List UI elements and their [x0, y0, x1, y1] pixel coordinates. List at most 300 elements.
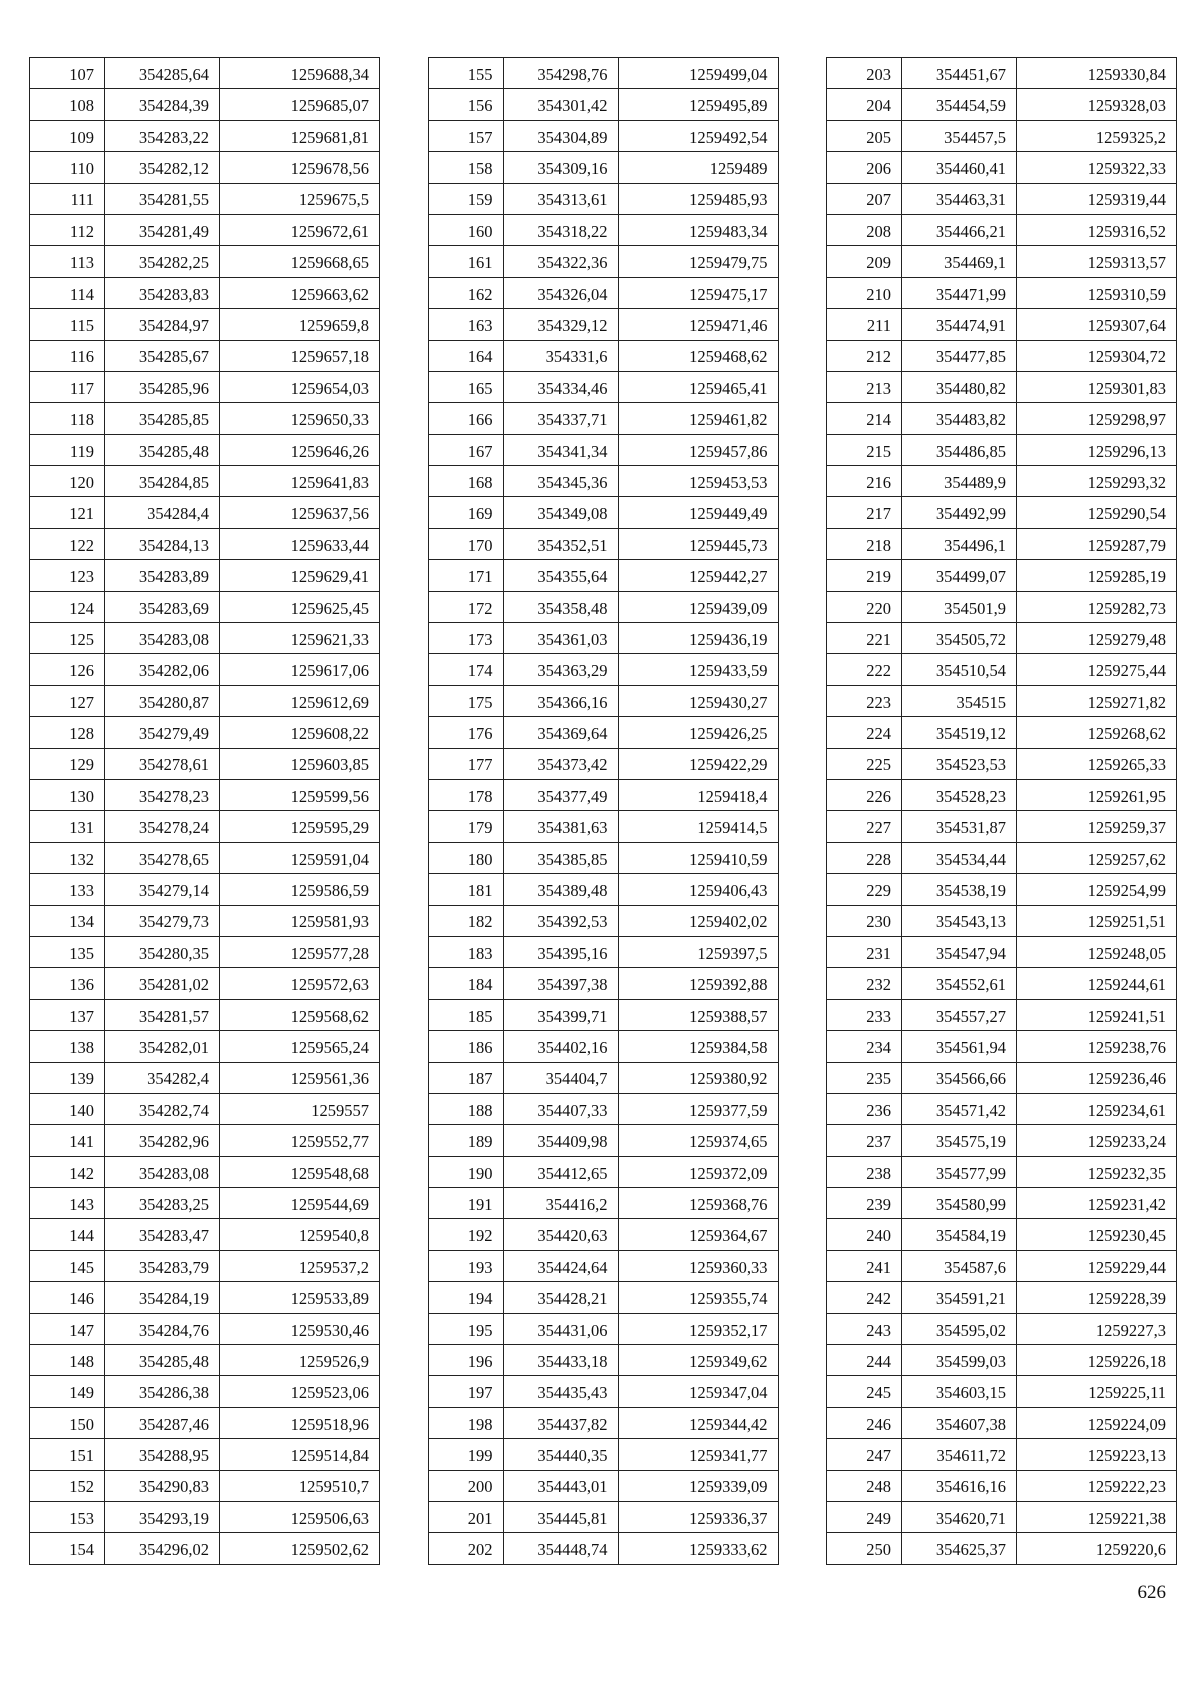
table-row [30, 246, 380, 277]
point-number-cell: 116 [30, 340, 105, 371]
y-coordinate-cell: 1259265,33 [1017, 748, 1177, 779]
x-coordinate-cell: 354334,46 [503, 371, 618, 402]
y-coordinate-cell: 1259457,86 [618, 434, 778, 465]
point-number-cell: 244 [827, 1345, 902, 1376]
x-coordinate-cell: 354280,87 [105, 685, 220, 716]
y-coordinate-cell: 1259442,27 [618, 560, 778, 591]
table-row [30, 1093, 380, 1124]
table-row [428, 1219, 778, 1250]
table-row [827, 309, 1177, 340]
table-row [428, 214, 778, 245]
x-coordinate-cell: 354580,99 [902, 1188, 1017, 1219]
table-row [428, 1062, 778, 1093]
y-coordinate-cell: 1259495,89 [618, 89, 778, 120]
point-number-cell: 228 [827, 842, 902, 873]
x-coordinate-cell: 354284,19 [105, 1282, 220, 1313]
point-number-cell: 208 [827, 214, 902, 245]
point-number-cell: 168 [428, 466, 503, 497]
table-row [428, 1439, 778, 1470]
table-row [428, 466, 778, 497]
point-number-cell: 243 [827, 1313, 902, 1344]
x-coordinate-cell: 354531,87 [902, 811, 1017, 842]
table-row [30, 277, 380, 308]
table-row [428, 1501, 778, 1532]
point-number-cell: 150 [30, 1407, 105, 1438]
point-number-cell: 157 [428, 120, 503, 151]
y-coordinate-cell: 1259261,95 [1017, 779, 1177, 810]
x-coordinate-cell: 354286,38 [105, 1376, 220, 1407]
table-row [827, 1470, 1177, 1501]
table-row [827, 152, 1177, 183]
table-row [30, 842, 380, 873]
table-row [827, 842, 1177, 873]
point-number-cell: 246 [827, 1407, 902, 1438]
y-coordinate-cell: 1259475,17 [618, 277, 778, 308]
y-coordinate-cell: 1259223,13 [1017, 1439, 1177, 1470]
x-coordinate-cell: 354471,99 [902, 277, 1017, 308]
point-number-cell: 182 [428, 905, 503, 936]
table-row [30, 1062, 380, 1093]
coordinate-table-body [827, 58, 1177, 1565]
x-coordinate-cell: 354451,67 [902, 58, 1017, 89]
table-row [827, 340, 1177, 371]
y-coordinate-cell: 1259591,04 [220, 842, 380, 873]
x-coordinate-cell: 354435,43 [503, 1376, 618, 1407]
x-coordinate-cell: 354448,74 [503, 1533, 618, 1564]
x-coordinate-cell: 354466,21 [902, 214, 1017, 245]
point-number-cell: 212 [827, 340, 902, 371]
x-coordinate-cell: 354284,85 [105, 466, 220, 497]
y-coordinate-cell: 1259678,56 [220, 152, 380, 183]
table-row [827, 748, 1177, 779]
y-coordinate-cell: 1259471,46 [618, 309, 778, 340]
point-number-cell: 138 [30, 1031, 105, 1062]
x-coordinate-cell: 354301,42 [503, 89, 618, 120]
x-coordinate-cell: 354489,9 [902, 466, 1017, 497]
y-coordinate-cell: 1259298,97 [1017, 403, 1177, 434]
y-coordinate-cell: 1259449,49 [618, 497, 778, 528]
table-row [30, 1313, 380, 1344]
table-row [30, 1156, 380, 1187]
point-number-cell: 213 [827, 371, 902, 402]
point-number-cell: 173 [428, 623, 503, 654]
y-coordinate-cell: 1259659,8 [220, 309, 380, 340]
x-coordinate-cell: 354280,35 [105, 936, 220, 967]
x-coordinate-cell: 354285,48 [105, 434, 220, 465]
y-coordinate-cell: 1259581,93 [220, 905, 380, 936]
point-number-cell: 247 [827, 1439, 902, 1470]
table-row [428, 779, 778, 810]
y-coordinate-cell: 1259461,82 [618, 403, 778, 434]
table-row [30, 685, 380, 716]
x-coordinate-cell: 354575,19 [902, 1125, 1017, 1156]
y-coordinate-cell: 1259430,27 [618, 685, 778, 716]
x-coordinate-cell: 354345,36 [503, 466, 618, 497]
x-coordinate-cell: 354281,57 [105, 999, 220, 1030]
table-row [827, 1156, 1177, 1187]
y-coordinate-cell: 1259225,11 [1017, 1376, 1177, 1407]
x-coordinate-cell: 354284,39 [105, 89, 220, 120]
coordinate-table-body [30, 58, 380, 1565]
point-number-cell: 241 [827, 1250, 902, 1281]
y-coordinate-cell: 1259523,06 [220, 1376, 380, 1407]
x-coordinate-cell: 354283,08 [105, 623, 220, 654]
y-coordinate-cell: 1259344,42 [618, 1407, 778, 1438]
x-coordinate-cell: 354538,19 [902, 874, 1017, 905]
x-coordinate-cell: 354369,64 [503, 717, 618, 748]
table-row [30, 58, 380, 89]
y-coordinate-cell: 1259552,77 [220, 1125, 380, 1156]
point-number-cell: 167 [428, 434, 503, 465]
x-coordinate-cell: 354620,71 [902, 1501, 1017, 1532]
x-coordinate-cell: 354284,76 [105, 1313, 220, 1344]
point-number-cell: 144 [30, 1219, 105, 1250]
y-coordinate-cell: 1259621,33 [220, 623, 380, 654]
table-row [428, 623, 778, 654]
x-coordinate-cell: 354599,03 [902, 1345, 1017, 1376]
table-row [428, 1345, 778, 1376]
y-coordinate-cell: 1259397,5 [618, 936, 778, 967]
point-number-cell: 166 [428, 403, 503, 434]
y-coordinate-cell: 1259229,44 [1017, 1250, 1177, 1281]
y-coordinate-cell: 1259629,41 [220, 560, 380, 591]
x-coordinate-cell: 354469,1 [902, 246, 1017, 277]
y-coordinate-cell: 1259485,93 [618, 183, 778, 214]
point-number-cell: 189 [428, 1125, 503, 1156]
x-coordinate-cell: 354283,25 [105, 1188, 220, 1219]
y-coordinate-cell: 1259325,2 [1017, 120, 1177, 151]
x-coordinate-cell: 354566,66 [902, 1062, 1017, 1093]
point-number-cell: 186 [428, 1031, 503, 1062]
x-coordinate-cell: 354283,08 [105, 1156, 220, 1187]
y-coordinate-cell: 1259287,79 [1017, 528, 1177, 559]
point-number-cell: 148 [30, 1345, 105, 1376]
x-coordinate-cell: 354282,4 [105, 1062, 220, 1093]
table-row [827, 466, 1177, 497]
point-number-cell: 224 [827, 717, 902, 748]
point-number-cell: 211 [827, 309, 902, 340]
table-row [428, 340, 778, 371]
y-coordinate-cell: 1259268,62 [1017, 717, 1177, 748]
x-coordinate-cell: 354282,25 [105, 246, 220, 277]
x-coordinate-cell: 354547,94 [902, 936, 1017, 967]
x-coordinate-cell: 354399,71 [503, 999, 618, 1030]
point-number-cell: 125 [30, 623, 105, 654]
point-number-cell: 230 [827, 905, 902, 936]
y-coordinate-cell: 1259654,03 [220, 371, 380, 402]
x-coordinate-cell: 354281,02 [105, 968, 220, 999]
x-coordinate-cell: 354281,49 [105, 214, 220, 245]
y-coordinate-cell: 1259637,56 [220, 497, 380, 528]
point-number-cell: 184 [428, 968, 503, 999]
y-coordinate-cell: 1259339,09 [618, 1470, 778, 1501]
x-coordinate-cell: 354304,89 [503, 120, 618, 151]
y-coordinate-cell: 1259548,68 [220, 1156, 380, 1187]
table-row [30, 717, 380, 748]
point-number-cell: 160 [428, 214, 503, 245]
point-number-cell: 107 [30, 58, 105, 89]
point-number-cell: 133 [30, 874, 105, 905]
point-number-cell: 108 [30, 89, 105, 120]
table-row [30, 748, 380, 779]
y-coordinate-cell: 1259657,18 [220, 340, 380, 371]
x-coordinate-cell: 354278,23 [105, 779, 220, 810]
y-coordinate-cell: 1259310,59 [1017, 277, 1177, 308]
point-number-cell: 137 [30, 999, 105, 1030]
point-number-cell: 127 [30, 685, 105, 716]
point-number-cell: 217 [827, 497, 902, 528]
point-number-cell: 140 [30, 1093, 105, 1124]
table-row [428, 1282, 778, 1313]
page-number: 626 [1137, 1582, 1166, 1603]
y-coordinate-cell: 1259336,37 [618, 1501, 778, 1532]
table-row [428, 183, 778, 214]
point-number-cell: 170 [428, 528, 503, 559]
x-coordinate-cell: 354284,4 [105, 497, 220, 528]
coordinate-table-body [428, 58, 778, 1565]
x-coordinate-cell: 354577,99 [902, 1156, 1017, 1187]
x-coordinate-cell: 354424,64 [503, 1250, 618, 1281]
x-coordinate-cell: 354337,71 [503, 403, 618, 434]
x-coordinate-cell: 354326,04 [503, 277, 618, 308]
table-row [428, 528, 778, 559]
table-row [428, 842, 778, 873]
y-coordinate-cell: 1259232,35 [1017, 1156, 1177, 1187]
x-coordinate-cell: 354428,21 [503, 1282, 618, 1313]
x-coordinate-cell: 354519,12 [902, 717, 1017, 748]
table-row [30, 1031, 380, 1062]
y-coordinate-cell: 1259544,69 [220, 1188, 380, 1219]
table-row [827, 1407, 1177, 1438]
point-number-cell: 221 [827, 623, 902, 654]
table-row [428, 1031, 778, 1062]
point-number-cell: 156 [428, 89, 503, 120]
y-coordinate-cell: 1259360,33 [618, 1250, 778, 1281]
table-row [428, 905, 778, 936]
x-coordinate-cell: 354571,42 [902, 1093, 1017, 1124]
x-coordinate-cell: 354486,85 [902, 434, 1017, 465]
y-coordinate-cell: 1259221,38 [1017, 1501, 1177, 1532]
x-coordinate-cell: 354282,12 [105, 152, 220, 183]
table-row [428, 1470, 778, 1501]
table-row [827, 999, 1177, 1030]
x-coordinate-cell: 354322,36 [503, 246, 618, 277]
y-coordinate-cell: 1259227,3 [1017, 1313, 1177, 1344]
table-row [827, 89, 1177, 120]
x-coordinate-cell: 354510,54 [902, 654, 1017, 685]
x-coordinate-cell: 354285,64 [105, 58, 220, 89]
y-coordinate-cell: 1259439,09 [618, 591, 778, 622]
x-coordinate-cell: 354557,27 [902, 999, 1017, 1030]
x-coordinate-cell: 354492,99 [902, 497, 1017, 528]
point-number-cell: 190 [428, 1156, 503, 1187]
y-coordinate-cell: 1259301,83 [1017, 371, 1177, 402]
y-coordinate-cell: 1259526,9 [220, 1345, 380, 1376]
y-coordinate-cell: 1259282,73 [1017, 591, 1177, 622]
table-row [827, 434, 1177, 465]
x-coordinate-cell: 354279,73 [105, 905, 220, 936]
table-row [428, 1125, 778, 1156]
table-row [30, 340, 380, 371]
table-row [30, 591, 380, 622]
y-coordinate-cell: 1259316,52 [1017, 214, 1177, 245]
x-coordinate-cell: 354389,48 [503, 874, 618, 905]
y-coordinate-cell: 1259426,25 [618, 717, 778, 748]
point-number-cell: 194 [428, 1282, 503, 1313]
table-row [428, 434, 778, 465]
x-coordinate-cell: 354584,19 [902, 1219, 1017, 1250]
point-number-cell: 238 [827, 1156, 902, 1187]
table-row [827, 779, 1177, 810]
y-coordinate-cell: 1259492,54 [618, 120, 778, 151]
point-number-cell: 188 [428, 1093, 503, 1124]
point-number-cell: 110 [30, 152, 105, 183]
point-number-cell: 151 [30, 1439, 105, 1470]
table-row [30, 152, 380, 183]
point-number-cell: 155 [428, 58, 503, 89]
y-coordinate-cell: 1259436,19 [618, 623, 778, 654]
x-coordinate-cell: 354283,47 [105, 1219, 220, 1250]
y-coordinate-cell: 1259380,92 [618, 1062, 778, 1093]
y-coordinate-cell: 1259251,51 [1017, 905, 1177, 936]
x-coordinate-cell: 354616,16 [902, 1470, 1017, 1501]
x-coordinate-cell: 354595,02 [902, 1313, 1017, 1344]
y-coordinate-cell: 1259322,33 [1017, 152, 1177, 183]
point-number-cell: 121 [30, 497, 105, 528]
y-coordinate-cell: 1259364,67 [618, 1219, 778, 1250]
y-coordinate-cell: 1259248,05 [1017, 936, 1177, 967]
point-number-cell: 250 [827, 1533, 902, 1564]
y-coordinate-cell: 1259617,06 [220, 654, 380, 685]
table-row [30, 403, 380, 434]
x-coordinate-cell: 354349,08 [503, 497, 618, 528]
y-coordinate-cell: 1259238,76 [1017, 1031, 1177, 1062]
table-row [30, 1533, 380, 1564]
point-number-cell: 122 [30, 528, 105, 559]
table-row [30, 214, 380, 245]
point-number-cell: 197 [428, 1376, 503, 1407]
y-coordinate-cell: 1259355,74 [618, 1282, 778, 1313]
table-row [827, 905, 1177, 936]
y-coordinate-cell: 1259675,5 [220, 183, 380, 214]
x-coordinate-cell: 354416,2 [503, 1188, 618, 1219]
x-coordinate-cell: 354285,67 [105, 340, 220, 371]
y-coordinate-cell: 1259333,62 [618, 1533, 778, 1564]
x-coordinate-cell: 354523,53 [902, 748, 1017, 779]
point-number-cell: 229 [827, 874, 902, 905]
x-coordinate-cell: 354440,35 [503, 1439, 618, 1470]
y-coordinate-cell: 1259612,69 [220, 685, 380, 716]
table-row [827, 403, 1177, 434]
point-number-cell: 231 [827, 936, 902, 967]
point-number-cell: 154 [30, 1533, 105, 1564]
point-number-cell: 115 [30, 309, 105, 340]
y-coordinate-cell: 1259479,75 [618, 246, 778, 277]
x-coordinate-cell: 354282,01 [105, 1031, 220, 1062]
table-row [428, 936, 778, 967]
y-coordinate-cell: 1259330,84 [1017, 58, 1177, 89]
x-coordinate-cell: 354313,61 [503, 183, 618, 214]
table-row [428, 152, 778, 183]
table-row [827, 1282, 1177, 1313]
table-row [428, 1313, 778, 1344]
point-number-cell: 214 [827, 403, 902, 434]
y-coordinate-cell: 1259222,23 [1017, 1470, 1177, 1501]
x-coordinate-cell: 354298,76 [503, 58, 618, 89]
x-coordinate-cell: 354283,69 [105, 591, 220, 622]
y-coordinate-cell: 1259565,24 [220, 1031, 380, 1062]
x-coordinate-cell: 354501,9 [902, 591, 1017, 622]
coordinate-tables [29, 57, 1177, 1565]
point-number-cell: 161 [428, 246, 503, 277]
y-coordinate-cell: 1259483,34 [618, 214, 778, 245]
table-row [428, 717, 778, 748]
table-row [30, 1345, 380, 1376]
point-number-cell: 149 [30, 1376, 105, 1407]
point-number-cell: 216 [827, 466, 902, 497]
x-coordinate-cell: 354483,82 [902, 403, 1017, 434]
y-coordinate-cell: 1259231,42 [1017, 1188, 1177, 1219]
table-row [827, 1093, 1177, 1124]
x-coordinate-cell: 354457,5 [902, 120, 1017, 151]
x-coordinate-cell: 354282,74 [105, 1093, 220, 1124]
y-coordinate-cell: 1259468,62 [618, 340, 778, 371]
x-coordinate-cell: 354283,89 [105, 560, 220, 591]
point-number-cell: 233 [827, 999, 902, 1030]
table-row [827, 1062, 1177, 1093]
point-number-cell: 192 [428, 1219, 503, 1250]
point-number-cell: 139 [30, 1062, 105, 1093]
x-coordinate-cell: 354285,85 [105, 403, 220, 434]
table-row [428, 403, 778, 434]
table-row [428, 685, 778, 716]
x-coordinate-cell: 354279,14 [105, 874, 220, 905]
table-row [827, 968, 1177, 999]
x-coordinate-cell: 354290,83 [105, 1470, 220, 1501]
y-coordinate-cell: 1259271,82 [1017, 685, 1177, 716]
point-number-cell: 131 [30, 811, 105, 842]
y-coordinate-cell: 1259236,46 [1017, 1062, 1177, 1093]
x-coordinate-cell: 354515 [902, 685, 1017, 716]
point-number-cell: 109 [30, 120, 105, 151]
table-row [827, 591, 1177, 622]
y-coordinate-cell: 1259233,24 [1017, 1125, 1177, 1156]
x-coordinate-cell: 354287,46 [105, 1407, 220, 1438]
table-row [827, 1501, 1177, 1532]
x-coordinate-cell: 354603,15 [902, 1376, 1017, 1407]
x-coordinate-cell: 354279,49 [105, 717, 220, 748]
table-row [428, 246, 778, 277]
point-number-cell: 206 [827, 152, 902, 183]
point-number-cell: 180 [428, 842, 503, 873]
point-number-cell: 235 [827, 1062, 902, 1093]
table-row [428, 1156, 778, 1187]
y-coordinate-cell: 1259402,02 [618, 905, 778, 936]
table-row [30, 560, 380, 591]
table-row [827, 1250, 1177, 1281]
y-coordinate-cell: 1259224,09 [1017, 1407, 1177, 1438]
y-coordinate-cell: 1259445,73 [618, 528, 778, 559]
x-coordinate-cell: 354331,6 [503, 340, 618, 371]
y-coordinate-cell: 1259410,59 [618, 842, 778, 873]
x-coordinate-cell: 354445,81 [503, 1501, 618, 1532]
table-row [428, 309, 778, 340]
table-row [827, 1188, 1177, 1219]
point-number-cell: 134 [30, 905, 105, 936]
point-number-cell: 163 [428, 309, 503, 340]
table-row [428, 654, 778, 685]
x-coordinate-cell: 354373,42 [503, 748, 618, 779]
